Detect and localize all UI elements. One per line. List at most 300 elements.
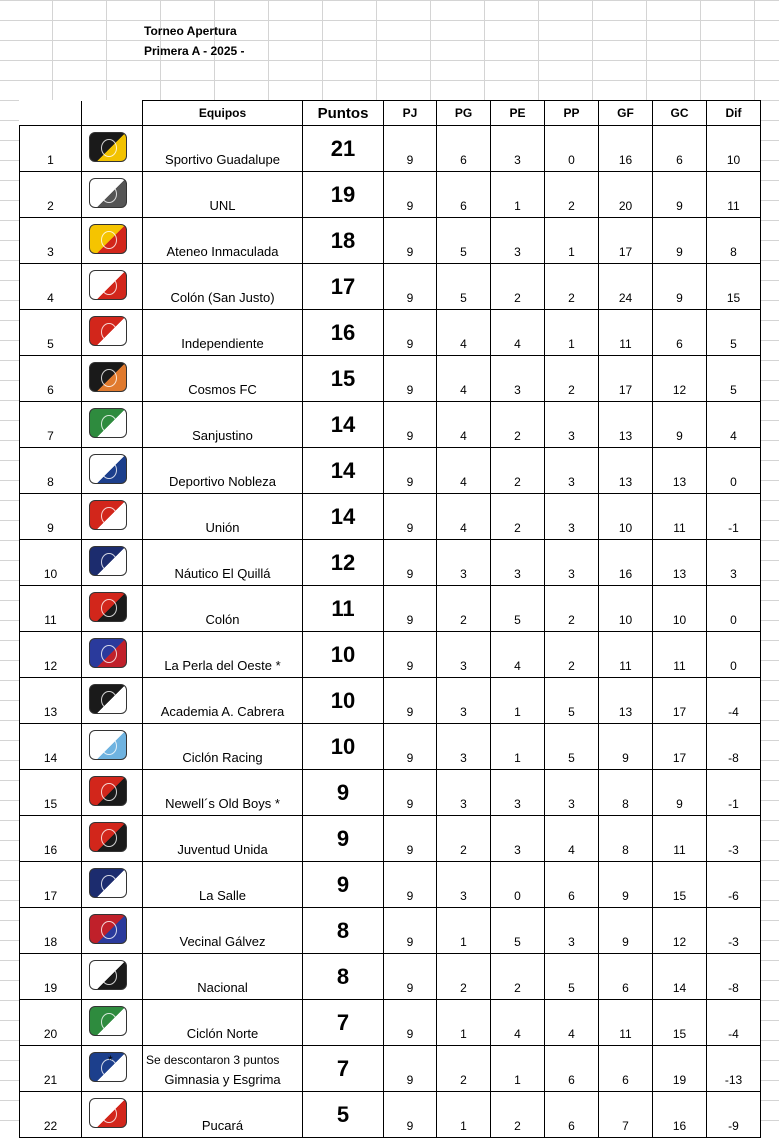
points-cell: 21 [303,126,384,172]
pg-cell: 5 [437,264,491,310]
pp-cell: 0 [545,126,599,172]
team-logo-cell [82,908,143,954]
footnote-marker: * [108,1053,113,1067]
gc-cell: 9 [653,402,707,448]
points-cell: 10 [303,724,384,770]
pe-cell: 3 [491,218,545,264]
pe-cell: 5 [491,586,545,632]
team-name: Vecinal Gálvez [143,908,303,954]
team-name: UNL [143,172,303,218]
pos-cell: 7 [20,402,82,448]
header-blank-pos [20,101,82,126]
table-row [20,1092,761,1138]
dif-cell: 0 [707,448,761,494]
pg-cell: 3 [437,770,491,816]
sanjustino-crest-icon [89,408,127,438]
pg-cell: 4 [437,448,491,494]
header-dif: Dif [707,101,761,126]
pj-cell: 9 [384,540,437,586]
dif-cell: -8 [707,954,761,1000]
pg-cell: 3 [437,678,491,724]
pg-cell: 4 [437,402,491,448]
table-row [20,264,761,310]
team-name: Cosmos FC [143,356,303,402]
header-pp: PP [545,101,599,126]
pos-cell: 3 [20,218,82,264]
pe-cell: 1 [491,172,545,218]
dif-cell: 10 [707,126,761,172]
gc-cell: 15 [653,862,707,908]
dif-cell: 0 [707,586,761,632]
pj-cell: 9 [384,402,437,448]
team-logo-cell [82,1000,143,1046]
team-name: Independiente [143,310,303,356]
gc-cell: 12 [653,908,707,954]
pe-cell: 3 [491,770,545,816]
pos-cell: 2 [20,172,82,218]
gf-cell: 9 [599,908,653,954]
nacional-crest-icon [89,960,127,990]
team-name: Pucará [143,1092,303,1138]
ateneo-inmaculada-crest-icon [89,224,127,254]
team-name: Náutico El Quillá [143,540,303,586]
pos-cell: 5 [20,310,82,356]
pe-cell: 0 [491,862,545,908]
dif-cell: -13 [707,1046,761,1092]
points-cell: 11 [303,586,384,632]
gf-cell: 8 [599,816,653,862]
pg-cell: 6 [437,126,491,172]
pp-cell: 2 [545,632,599,678]
points-cell: 8 [303,954,384,1000]
gf-cell: 16 [599,540,653,586]
pg-cell: 2 [437,816,491,862]
table-row [20,678,761,724]
gf-cell: 11 [599,632,653,678]
points-cell: 9 [303,816,384,862]
header-gc: GC [653,101,707,126]
pe-cell: 3 [491,816,545,862]
points-cell: 5 [303,1092,384,1138]
pp-cell: 4 [545,1000,599,1046]
header-row [20,101,761,126]
gf-cell: 9 [599,862,653,908]
pe-cell: 5 [491,908,545,954]
pj-cell: 9 [384,218,437,264]
pg-cell: 1 [437,1092,491,1138]
header-pg: PG [437,101,491,126]
table-row [20,862,761,908]
juventud-unida-crest-icon [89,822,127,852]
pj-cell: 9 [384,632,437,678]
team-name: Ciclón Racing [143,724,303,770]
team-name: La Perla del Oeste * [143,632,303,678]
gc-cell: 13 [653,448,707,494]
team-logo-cell [82,862,143,908]
pj-cell: 9 [384,954,437,1000]
header-equipos: Equipos [143,101,303,126]
table-row [20,1046,761,1092]
pos-cell: 8 [20,448,82,494]
team-logo-cell [82,448,143,494]
pos-cell: 6 [20,356,82,402]
team-logo-cell [82,494,143,540]
pos-cell: 1 [20,126,82,172]
pe-cell: 4 [491,310,545,356]
pos-cell: 18 [20,908,82,954]
pe-cell: 4 [491,1000,545,1046]
gc-cell: 13 [653,540,707,586]
ciclon-norte-crest-icon [89,1006,127,1036]
pp-cell: 6 [545,1046,599,1092]
pos-cell: 19 [20,954,82,1000]
pj-cell: 9 [384,862,437,908]
pos-cell: 22 [20,1092,82,1138]
pg-cell: 2 [437,1046,491,1092]
gc-cell: 6 [653,126,707,172]
pp-cell: 1 [545,310,599,356]
pg-cell: 3 [437,632,491,678]
pos-cell: 10 [20,540,82,586]
gc-cell: 11 [653,816,707,862]
pe-cell: 3 [491,540,545,586]
team-logo-cell [82,310,143,356]
table-row [20,448,761,494]
team-logo-cell [82,678,143,724]
pos-cell: 9 [20,494,82,540]
header-pe: PE [491,101,545,126]
team-name: Nacional [143,954,303,1000]
pos-cell: 12 [20,632,82,678]
team-logo-cell [82,724,143,770]
team-logo-cell [82,356,143,402]
pj-cell: 9 [384,310,437,356]
pj-cell: 9 [384,494,437,540]
division-title: Primera A - 2025 - [144,44,245,58]
gc-cell: 17 [653,724,707,770]
gf-cell: 17 [599,356,653,402]
tournament-title: Torneo Apertura [144,24,237,38]
points-cell: 12 [303,540,384,586]
pp-cell: 5 [545,678,599,724]
table-row [20,126,761,172]
pg-cell: 3 [437,862,491,908]
pe-cell: 1 [491,678,545,724]
pe-cell: 2 [491,1092,545,1138]
points-cell: 7 [303,1000,384,1046]
dif-cell: 0 [707,632,761,678]
pg-cell: 2 [437,586,491,632]
gf-cell: 24 [599,264,653,310]
gf-cell: 10 [599,494,653,540]
dif-cell: 15 [707,264,761,310]
points-cell: 15 [303,356,384,402]
dif-cell: -9 [707,1092,761,1138]
pg-cell: 3 [437,724,491,770]
dif-cell: -3 [707,816,761,862]
pg-cell: 4 [437,494,491,540]
points-cell: 14 [303,448,384,494]
gc-cell: 19 [653,1046,707,1092]
team-name: Deportivo Nobleza [143,448,303,494]
dif-cell: -4 [707,678,761,724]
independiente-crest-icon [89,316,127,346]
dif-cell: 5 [707,356,761,402]
pp-cell: 3 [545,770,599,816]
pg-cell: 4 [437,310,491,356]
standings-body [20,126,761,1138]
team-name: Sanjustino [143,402,303,448]
sportivo-guadalupe-crest-icon [89,132,127,162]
gc-cell: 10 [653,586,707,632]
table-row [20,586,761,632]
pj-cell: 9 [384,264,437,310]
dif-cell: 11 [707,172,761,218]
team-name: Gimnasia y Esgrima [143,1046,303,1092]
pp-cell: 2 [545,172,599,218]
team-name: Sportivo Guadalupe [143,126,303,172]
pe-cell: 2 [491,954,545,1000]
gc-cell: 9 [653,172,707,218]
table-row [20,632,761,678]
dif-cell: -3 [707,908,761,954]
pj-cell: 9 [384,770,437,816]
pj-cell: 9 [384,908,437,954]
header-puntos: Puntos [303,101,384,126]
table-row [20,356,761,402]
team-logo-cell [82,1092,143,1138]
team-logo-cell [82,126,143,172]
union-crest-icon [89,500,127,530]
pj-cell: 9 [384,126,437,172]
pj-cell: 9 [384,1092,437,1138]
gf-cell: 17 [599,218,653,264]
pp-cell: 2 [545,586,599,632]
table-row [20,402,761,448]
pp-cell: 2 [545,264,599,310]
pe-cell: 2 [491,494,545,540]
pos-cell: 21 [20,1046,82,1092]
gf-cell: 13 [599,678,653,724]
team-logo-cell [82,402,143,448]
table-row [20,816,761,862]
gf-cell: 11 [599,1000,653,1046]
points-cell: 7 [303,1046,384,1092]
pp-cell: 6 [545,862,599,908]
footnote-text: Se descontaron 3 puntos [146,1053,280,1067]
deportivo-nobleza-crest-icon [89,454,127,484]
pe-cell: 1 [491,724,545,770]
pe-cell: 2 [491,402,545,448]
dif-cell: 4 [707,402,761,448]
pj-cell: 9 [384,586,437,632]
team-name: Juventud Unida [143,816,303,862]
pe-cell: 1 [491,1046,545,1092]
points-cell: 10 [303,632,384,678]
team-logo-cell [82,770,143,816]
gc-cell: 11 [653,494,707,540]
dif-cell: -6 [707,862,761,908]
points-cell: 19 [303,172,384,218]
academia-cabrera-crest-icon [89,684,127,714]
la-perla-del-oeste-crest-icon [89,638,127,668]
points-cell: 14 [303,494,384,540]
gc-cell: 17 [653,678,707,724]
gf-cell: 13 [599,448,653,494]
team-name: Colón (San Justo) [143,264,303,310]
pos-cell: 4 [20,264,82,310]
colon-san-justo-crest-icon [89,270,127,300]
nautico-el-quilla-crest-icon [89,546,127,576]
gc-cell: 9 [653,770,707,816]
points-cell: 10 [303,678,384,724]
points-cell: 9 [303,862,384,908]
team-name: Ateneo Inmaculada [143,218,303,264]
gc-cell: 9 [653,264,707,310]
pos-cell: 16 [20,816,82,862]
pg-cell: 2 [437,954,491,1000]
points-cell: 14 [303,402,384,448]
team-logo-cell [82,264,143,310]
team-name: La Salle [143,862,303,908]
pp-cell: 3 [545,908,599,954]
gf-cell: 8 [599,770,653,816]
pp-cell: 6 [545,1092,599,1138]
pj-cell: 9 [384,678,437,724]
team-name: Colón [143,586,303,632]
pj-cell: 9 [384,1046,437,1092]
ciclon-racing-crest-icon [89,730,127,760]
cosmos-fc-crest-icon [89,362,127,392]
table-row [20,724,761,770]
header-blank-logo [82,101,143,126]
points-cell: 9 [303,770,384,816]
points-cell: 17 [303,264,384,310]
pg-cell: 3 [437,540,491,586]
team-name: Academia A. Cabrera [143,678,303,724]
points-cell: 18 [303,218,384,264]
pos-cell: 20 [20,1000,82,1046]
pp-cell: 4 [545,816,599,862]
gc-cell: 12 [653,356,707,402]
pj-cell: 9 [384,356,437,402]
vecinal-galvez-crest-icon [89,914,127,944]
table-row [20,218,761,264]
gc-cell: 15 [653,1000,707,1046]
team-logo-cell [82,218,143,264]
pe-cell: 3 [491,126,545,172]
pj-cell: 9 [384,172,437,218]
table-row [20,1000,761,1046]
pp-cell: 1 [545,218,599,264]
points-cell: 8 [303,908,384,954]
table-row [20,540,761,586]
pos-cell: 14 [20,724,82,770]
gc-cell: 6 [653,310,707,356]
unl-seal-icon [89,178,127,208]
dif-cell: -4 [707,1000,761,1046]
gc-cell: 14 [653,954,707,1000]
standings-table [19,100,761,1138]
header-gf: GF [599,101,653,126]
table-row [20,172,761,218]
team-name: Ciclón Norte [143,1000,303,1046]
dif-cell: 3 [707,540,761,586]
pp-cell: 5 [545,724,599,770]
gc-cell: 9 [653,218,707,264]
gc-cell: 16 [653,1092,707,1138]
table-row [20,310,761,356]
team-logo-cell [82,586,143,632]
pg-cell: 6 [437,172,491,218]
pg-cell: 1 [437,1000,491,1046]
table-row [20,770,761,816]
gf-cell: 7 [599,1092,653,1138]
team-name: Unión [143,494,303,540]
pg-cell: 5 [437,218,491,264]
pe-cell: 4 [491,632,545,678]
dif-cell: -1 [707,770,761,816]
gf-cell: 13 [599,402,653,448]
colon-crest-icon [89,592,127,622]
pp-cell: 5 [545,954,599,1000]
pe-cell: 2 [491,448,545,494]
pos-cell: 11 [20,586,82,632]
gf-cell: 9 [599,724,653,770]
pe-cell: 2 [491,264,545,310]
pj-cell: 9 [384,724,437,770]
gf-cell: 6 [599,1046,653,1092]
team-logo-cell [82,632,143,678]
pj-cell: 9 [384,1000,437,1046]
pp-cell: 3 [545,402,599,448]
table-row [20,908,761,954]
pj-cell: 9 [384,448,437,494]
gf-cell: 20 [599,172,653,218]
gf-cell: 6 [599,954,653,1000]
dif-cell: -8 [707,724,761,770]
header-pj: PJ [384,101,437,126]
team-logo-cell [82,540,143,586]
team-logo-cell [82,954,143,1000]
dif-cell: 5 [707,310,761,356]
gf-cell: 11 [599,310,653,356]
team-logo-cell [82,172,143,218]
gf-cell: 16 [599,126,653,172]
table-row [20,954,761,1000]
newells-old-boys-crest-icon [89,776,127,806]
pp-cell: 2 [545,356,599,402]
pos-cell: 15 [20,770,82,816]
team-name: Newell´s Old Boys * [143,770,303,816]
dif-cell: 8 [707,218,761,264]
team-logo-cell [82,816,143,862]
pp-cell: 3 [545,540,599,586]
pe-cell: 3 [491,356,545,402]
pp-cell: 3 [545,494,599,540]
table-row [20,494,761,540]
pp-cell: 3 [545,448,599,494]
pg-cell: 1 [437,908,491,954]
points-cell: 16 [303,310,384,356]
pos-cell: 17 [20,862,82,908]
la-salle-crest-icon [89,868,127,898]
gf-cell: 10 [599,586,653,632]
dif-cell: -1 [707,494,761,540]
pucara-crest-icon [89,1098,127,1128]
pj-cell: 9 [384,816,437,862]
gc-cell: 11 [653,632,707,678]
